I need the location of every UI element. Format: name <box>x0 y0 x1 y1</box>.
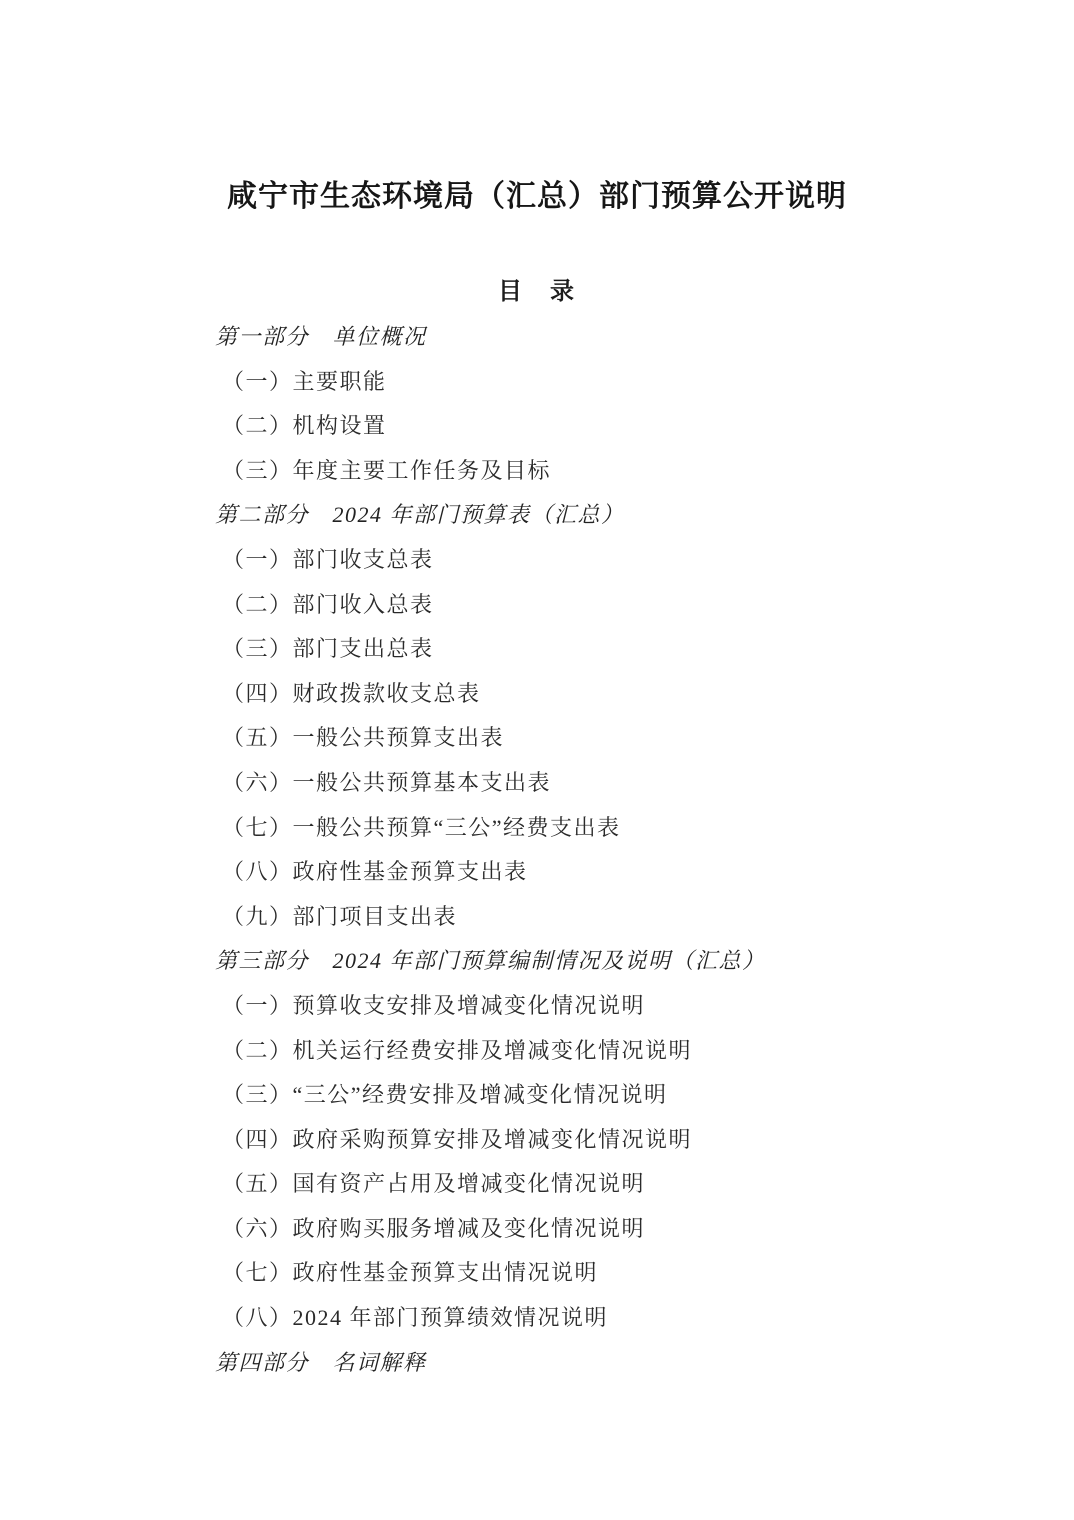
toc-item-entry: （五）一般公共预算支出表 <box>222 725 505 751</box>
toc-item-entry: （四）财政拨款收支总表 <box>222 680 481 706</box>
toc-item-entry: （九）部门项目支出表 <box>222 903 458 929</box>
toc-item-entry: （三）部门支出总表 <box>222 636 434 662</box>
toc-heading: 目 录 <box>498 279 576 305</box>
toc-part-entry: 第四部分 名词解释 <box>215 1349 427 1375</box>
toc-item-entry: （七）政府性基金预算支出情况说明 <box>222 1260 599 1286</box>
toc-part-entry: 第一部分 单位概况 <box>215 324 427 349</box>
toc-item-entry: （八）2024 年部门预算绩效情况说明 <box>222 1305 609 1331</box>
toc-item-entry: （三）“三公”经费安排及增减变化情况说明 <box>222 1082 668 1108</box>
toc-item-entry: （四）政府采购预算安排及增减变化情况说明 <box>222 1126 693 1152</box>
toc-item-entry: （二）机关运行经费安排及增减变化情况说明 <box>222 1037 693 1063</box>
toc-item-entry: （六）一般公共预算基本支出表 <box>222 769 552 795</box>
toc-item-entry: （二）机构设置 <box>222 413 387 439</box>
toc-item-entry: （六）政府购买服务增减及变化情况说明 <box>222 1215 646 1241</box>
toc-item-entry: （二）部门收入总表 <box>222 591 434 617</box>
toc-item-entry: （八）政府性基金预算支出表 <box>222 859 528 885</box>
toc-item-entry: （七）一般公共预算“三公”经费支出表 <box>222 814 621 840</box>
toc-item-entry: （一）预算收支安排及增减变化情况说明 <box>222 992 646 1018</box>
toc-item-entry: （三）年度主要工作任务及目标 <box>222 457 552 483</box>
toc-item-entry: （五）国有资产占用及增减变化情况说明 <box>222 1171 646 1197</box>
toc-list <box>215 315 1034 1385</box>
toc-item-entry: （一）主要职能 <box>222 368 387 394</box>
document-title: 咸宁市生态环境局（汇总）部门预算公开说明 <box>227 180 847 213</box>
toc-part-entry: 第二部分 2024 年部门预算表（汇总） <box>215 502 625 528</box>
toc-item-entry: （一）部门收支总表 <box>222 546 434 572</box>
toc-part-entry: 第三部分 2024 年部门预算编制情况及说明（汇总） <box>215 948 766 974</box>
